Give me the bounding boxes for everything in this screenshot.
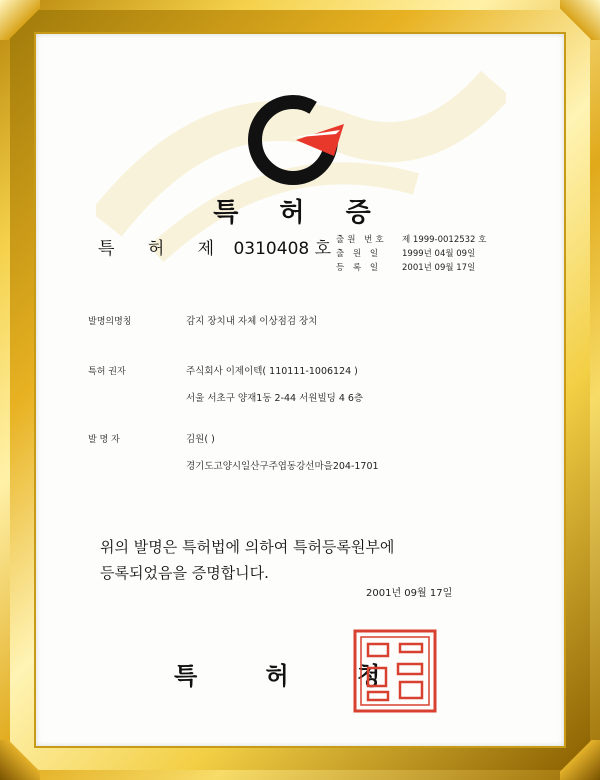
- patent-number: 0310408: [233, 239, 310, 259]
- meta-label: 출원 번호: [336, 235, 387, 245]
- declaration-line: 등록되었음을 증명합니다.: [100, 564, 269, 582]
- frame-corner: [560, 740, 600, 780]
- issue-date: 2001년 09월 17일: [366, 588, 453, 599]
- invention-name-label: 발명의명칭: [88, 317, 132, 327]
- meta-row-application-no: [336, 233, 486, 247]
- patent-number-line: [98, 234, 331, 259]
- meta-value: 2001년 09월 17일: [402, 263, 476, 273]
- frame-corner: [560, 0, 600, 40]
- meta-label: 등 록 일: [336, 263, 382, 273]
- meta-row-application-date: [336, 247, 486, 261]
- government-emblem-icon: [248, 90, 348, 190]
- document-title: 특 허 증: [213, 198, 387, 228]
- official-seal-icon: [352, 628, 438, 714]
- holder-label: 특허 권자: [88, 367, 126, 377]
- meta-value: 1999년 04월 09일: [402, 249, 476, 259]
- meta-row-registration-date: [336, 261, 486, 275]
- holder-address: 서울 서초구 양재1동 2-44 서원빌딩 4 6층: [186, 393, 364, 404]
- holder-name: 주식회사 이제이텍( 110111-1006124 ): [186, 366, 358, 377]
- inventor-address: 경기도고양시일산구주엽동강선마을204-1701: [186, 461, 379, 472]
- inventor-name: 김원( ): [186, 434, 215, 445]
- inventor-label: 발 명 자: [88, 435, 120, 445]
- frame-corner: [0, 0, 40, 40]
- patent-number-suffix: 호: [314, 239, 332, 259]
- issuing-office: 특 허 청: [174, 662, 411, 690]
- meta-value: 제 1999-0012532 호: [402, 235, 487, 245]
- declaration-line: 위의 발명은 특허법에 의하여 특허등록원부에: [100, 538, 395, 556]
- frame-corner: [0, 740, 40, 780]
- invention-name: 감지 장치내 자체 이상점검 장치: [186, 316, 318, 327]
- certificate-paper: [36, 34, 564, 746]
- meta-label: 출 원 일: [336, 249, 382, 259]
- declaration-text: [100, 534, 394, 586]
- patent-number-label: 특 허 제: [98, 239, 229, 259]
- registration-meta: [336, 233, 486, 275]
